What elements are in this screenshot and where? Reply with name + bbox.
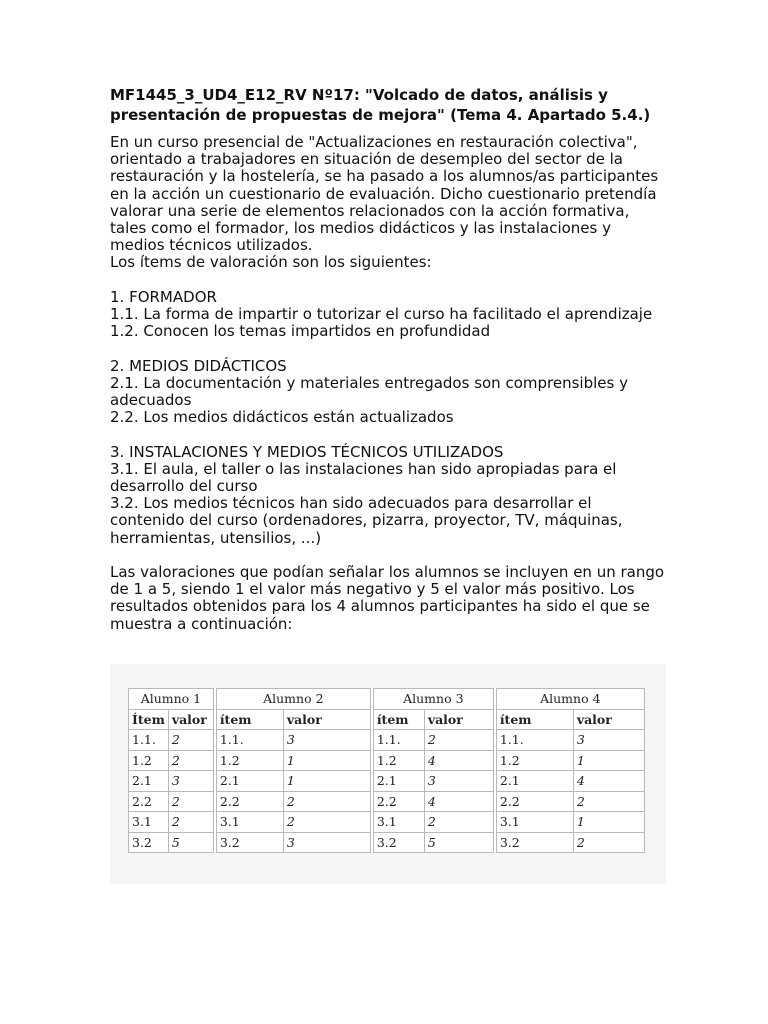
column-header-row (129, 709, 645, 730)
student-header: Alumno 1 (129, 689, 214, 710)
value-cell: 2 (573, 791, 644, 812)
item-cell: 3.1 (496, 812, 573, 833)
value-cell: 5 (424, 832, 493, 853)
spacer (110, 426, 666, 443)
value-cell: 3 (283, 832, 370, 853)
item-cell: 1.1. (373, 730, 424, 751)
item-cell: 2.1 (373, 771, 424, 792)
item-cell: 2.1 (216, 771, 283, 792)
item-cell: 1.2 (216, 750, 283, 771)
items-intro: Los ítems de valoración son los siguientes: (110, 253, 432, 272)
table-row (129, 750, 645, 771)
section-item: 2.2. Los medios didácticos están actualizados (110, 408, 454, 427)
section-item: 3.2. Los medios técnicos han sido adecuados para desarrollar el contenido del curso (ordenadores, pizarra, proyector, TV, máquinas, herramientas, utensilios, ...) (110, 494, 628, 547)
column-header: valor (168, 709, 213, 730)
results-table-figure (110, 664, 666, 884)
column-header: Ítem (129, 709, 169, 730)
section-instalaciones (110, 444, 666, 547)
column-header: ítem (496, 709, 573, 730)
table-row (129, 812, 645, 833)
item-cell: 3.2 (129, 832, 169, 853)
item-cell: 3.2 (373, 832, 424, 853)
item-cell: 2.2 (373, 791, 424, 812)
section-heading: 2. MEDIOS DIDÁCTICOS (110, 356, 287, 375)
value-cell: 1 (283, 750, 370, 771)
item-cell: 3.2 (216, 832, 283, 853)
value-cell: 2 (168, 812, 213, 833)
section-formador (110, 289, 666, 341)
spacer (110, 340, 666, 357)
item-cell: 3.1 (373, 812, 424, 833)
column-header: valor (424, 709, 493, 730)
item-cell: 2.2 (496, 791, 573, 812)
column-header: valor (283, 709, 370, 730)
section-item: 3.1. El aula, el taller o las instalaciones han sido apropiadas para el desarrollo del curso (110, 459, 622, 496)
value-cell: 3 (168, 771, 213, 792)
item-cell: 3.2 (496, 832, 573, 853)
student-header-row (129, 689, 645, 710)
section-heading: 3. INSTALACIONES Y MEDIOS TÉCNICOS UTILIZADOS (110, 442, 504, 461)
value-cell: 2 (283, 791, 370, 812)
column-header: ítem (216, 709, 283, 730)
table-row (129, 771, 645, 792)
value-cell: 2 (573, 832, 644, 853)
spacer (110, 547, 666, 564)
table-row (129, 791, 645, 812)
value-cell: 2 (424, 730, 493, 751)
item-cell: 2.2 (129, 791, 169, 812)
value-cell: 1 (573, 812, 644, 833)
column-header: valor (573, 709, 644, 730)
value-cell: 2 (168, 791, 213, 812)
results-table (128, 688, 645, 853)
column-header: ítem (373, 709, 424, 730)
section-medios-didacticos (110, 358, 666, 427)
value-cell: 2 (168, 750, 213, 771)
student-header: Alumno 3 (373, 689, 493, 710)
item-cell: 2.2 (216, 791, 283, 812)
section-item: 2.1. La documentación y materiales entregados son comprensibles y adecuados (110, 373, 633, 410)
value-cell: 3 (424, 771, 493, 792)
value-cell: 2 (283, 812, 370, 833)
value-cell: 1 (573, 750, 644, 771)
spacer (110, 272, 666, 289)
document-body (110, 86, 669, 633)
item-cell: 1.2 (496, 750, 573, 771)
item-cell: 1.1. (496, 730, 573, 751)
table-row (129, 832, 645, 853)
value-cell: 3 (283, 730, 370, 751)
student-header: Alumno 4 (496, 689, 644, 710)
value-cell: 4 (424, 791, 493, 812)
value-cell: 2 (168, 730, 213, 751)
value-cell: 5 (168, 832, 213, 853)
item-cell: 1.2 (373, 750, 424, 771)
section-item: 1.1. La forma de impartir o tutorizar el curso ha facilitado el aprendizaje (110, 305, 653, 324)
value-cell: 1 (283, 771, 370, 792)
item-cell: 1.1. (216, 730, 283, 751)
document-title: MF1445_3_UD4_E12_RV Nº17: "Volcado de datos, análisis y presentación de propuestas de mejora" (Tema 4. Apartado 5.4.) (110, 86, 651, 124)
value-cell: 4 (424, 750, 493, 771)
section-heading: 1. FORMADOR (110, 287, 217, 306)
closing-paragraph: Las valoraciones que podían señalar los alumnos se incluyen en un rango de 1 a 5, siendo 1 el valor más negativo y 5 el valor más positivo. Los resultados obtenidos para los 4 alumnos participantes ha sido el que se muestra a continuación: (110, 563, 669, 633)
item-cell: 2.1 (129, 771, 169, 792)
table-row (129, 730, 645, 751)
value-cell: 4 (573, 771, 644, 792)
value-cell: 3 (573, 730, 644, 751)
item-cell: 3.1 (216, 812, 283, 833)
item-cell: 3.1 (129, 812, 169, 833)
value-cell: 2 (424, 812, 493, 833)
section-item: 1.2. Conocen los temas impartidos en profundidad (110, 322, 491, 341)
item-cell: 1.1. (129, 730, 169, 751)
item-cell: 2.1 (496, 771, 573, 792)
intro-paragraph: En un curso presencial de "Actualizaciones en restauración colectiva", orientado a trabajadores en situación de desempleo del sector de la restauración y la hostelería, se ha pasado a los alumnos/as participantes en la acción un cuestionario de evaluación. Dicho cuestionario pretendía valorar una serie de elementos relacionados con la acción formativa, tales como el formador, los medios didácticos y las instalaciones y medios técnicos utilizados. (110, 133, 663, 255)
item-cell: 1.2 (129, 750, 169, 771)
student-header: Alumno 2 (216, 689, 370, 710)
